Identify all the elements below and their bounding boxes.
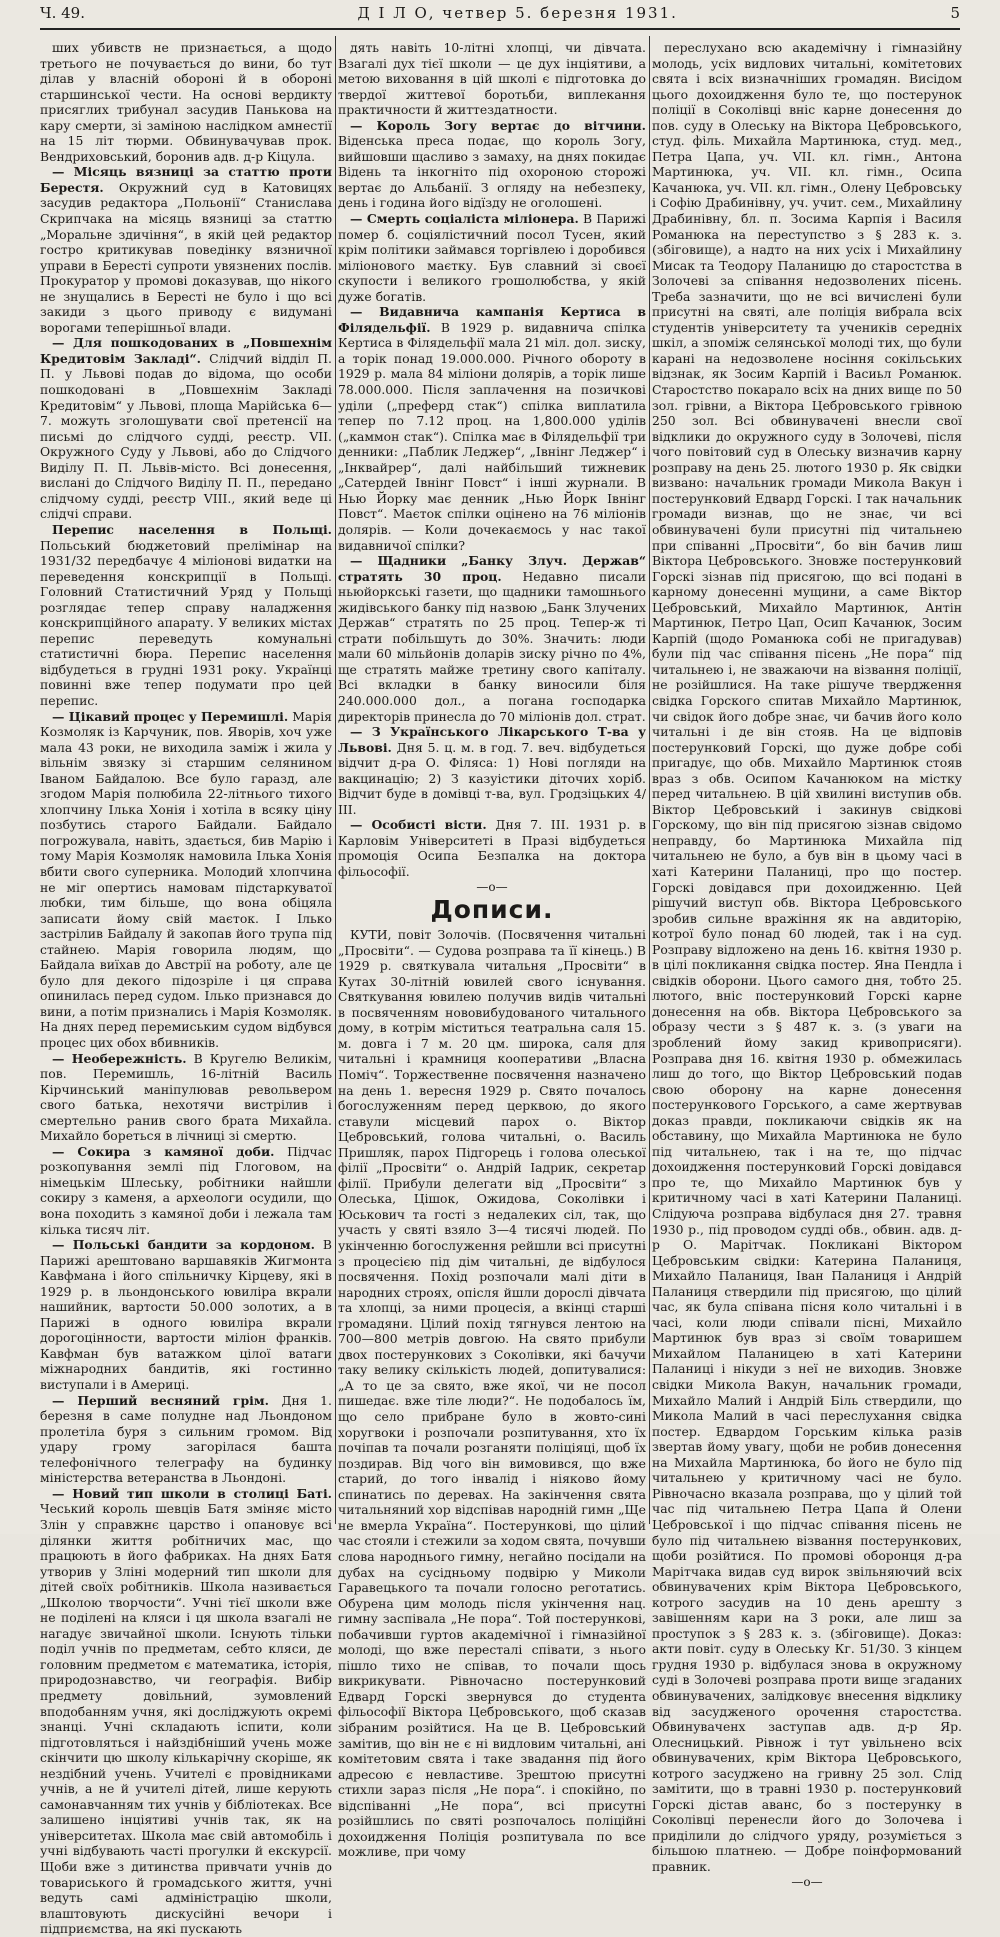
- article-paragraph: Перепис населення в Польщі. Польський бюджетовий прелімінар на 1931/32 передбачує 4 міліонові видатки на переведення конскрипції в Польщі. Головний Статистичний Уряд у Польщі розглядає тепер справу наладження конскрипційного апарату. У великих містах перепис переведуть комунальні статистичні бюра. Перепис населення відбудеться в грудні 1931 року. Українці повинні вже тепер подумати про цей перепис.: [40, 521, 332, 708]
- article-paragraph: — Смерть соціаліста міліонера. В Парижі помер б. соціялістичний посол Тусен, який крім політики займався торгівлею і доробився міліонового маєтку. Був славний зі своєї скупости і великого грошолюбства, у якій дуже богатів.: [338, 211, 646, 304]
- article-paragraph: ших убивств не признається, а щодо третього не почувається до вини, бо тут ділав у власній обороні й в обороні старшинської чести. На основі вердикту присяглих трибунал засудив Панькова на кару смерти, зі заміною наслідком амнестії на 15 літ тюрми. Обвинувачував прок. Вендриховський, боронив адв. д-р Кіцула.: [40, 40, 332, 164]
- column-divider-1: [335, 36, 336, 1524]
- article-paragraph: — Сокира з камяної доби. Підчас розкопування землі під Глоговом, на німецькім Шлеську, робітники найшли сокиру з каменя, а археологи осудили, що вона походить з камяної доби і лежала там кілька тисяч літ.: [40, 1143, 332, 1237]
- separator: —о—: [476, 879, 508, 894]
- article-paragraph: — Місяць вязниці за статтю проти Берестя. Окружний суд в Катовицях засудив редактора „Польонії“ Станислава Скрипчака на місяць вязниці за статтю „Моральне здичіння“, в якій цей редактор гостро критикував поведінку вязничної управи в Берестi супроти увязнених послів. Прокуратор у промові доказував, що нікого не знущались в Берестi не було і що всі закиди з цього приводу є видумані ворогами теперішньої влади.: [40, 164, 332, 335]
- article-paragraph: — Видавнича кампанія Кертиса в Філядельфії. В 1929 р. видавнича спілка Кертиса в Філядельфії мала 21 міл. дол. зиску, а торік понад 19.000.000. Річного обороту в 1929 р. мала 84 міліони долярів, а торік лише 78.000.000. Після заплачення на позичкові уділи („преферд стак“) спілка виплатила тепер по 7.12 проц. на 1,800.000 уділів („каммон стак“). Спілка має в Філядельфії три денники: „Паблик Леджер“, „Івнінг Леджер“ і „Інквайрер“, далі найбільший тижневик „Сатердей Івнінг Повст“ і інші журнали. В Нью Йорку має денник „Нью Йорк Івнінг Повст“. Маєток спілки оцінено на 76 міліонів долярів. — Коли дочекаємось у нас такої видавничої спілки?: [338, 304, 646, 553]
- page-section-number: Ч. 49.: [40, 4, 85, 22]
- page-number: 5: [950, 4, 960, 22]
- article-paragraph: дять навіть 10-літні хлопці, чи дівчата. Взагалі дух тієї школи — це дух інціятиви, а метою виховання в цій школі є підготовка до твердої життевої боротьби, виплекання практичности й життездатности.: [338, 40, 646, 118]
- column-2: [338, 40, 647, 1860]
- correspondence-continuation: переслухано всю академічну і гімназійну молодь, усіх видлових читальні, комітетових свята і всіх визначніших громадян. Висідом цього дохоидження було те, що постерунок поліції в Соколівці вніс карне донесення до пов. суду в Олеську на Віктора Цебровського, студ. філь. Михайла Мартинюка, студ. мед., Петра Цапа, уч. VII. кл. гімн., Антона Мартинюка, уч. VII. кл. гімн., Осипа Качанюка, уч. VII. кл. гімн., Олену Цебровську і Софію Драбинівну, уч. учит. сем., Михайлину Драбинівну, бл. п. Зосима Карпія і Василя Романюка на переступство з § 283 к. з. (збіговище), а надто на них усіх і Михайлину Мисак та Теодору Паланицю до старостства в Золочеві за співання недозволених пісень. Треба зазначити, що не всі вичислені були присутні на святі, але поліція вибрала всіх студентів університету та учеників середніх шкіл, а зпоміж селянської молоді тих, що були карані на недозволене носіння сокільських відзнак, як Зосим Карпій і Васиьл Романюк. Старостство покарало всіх на дних вище по 50 зол. грівни, а Віктора Цебровського грівною 250 зол. Всі обвинувачені внесли свої відклики до окружного суду в Золочеві, після чого повітовий суд в Олеську визначив карну розправу на день 25. лютого 1930 р. Як свідки визвано: начальник громади Микола Вакун і постерунковий Едвард Горскі. І так начальник громади визнав, що не знає, чи всі обвинувачені були присутні під читальнею при співанні „Просвіти“, бо він бачив лиш Віктора Цебровського. Зновже постерунковий Горскі зізнав під присягою, що всі подані в карному донесенні мущини, а саме Віктор Цебровський, Михайло Мартинюк, Антін Мартинюк, Петро Цап, Осип Качанюк, Зосим Карпій (щодо Романюка собі не пригадував) були під час співання пісень „Не пора“ під читальнею і, не зважаючи на візвання поліції, не розійшлися. На таке рішуче твердження свідка Горского спитав Михайло Мартинюк, чи свідок його добре знає, чи бачив його коло читальні і де він стояв. На це відповів постерунковий Горскі, що дуже добре собі пригадує, що обв. Михайло Мартинюк стояв враз з обв. Осипом Качанюком на містку перед читальнею. В цій хвилині виступив обв. Віктор Цебровський і закинув свідкові Горскому, що він під присягою зізнав свідомо неправду, бо Мартинюка Михайла під читальнею не було, а був він в цьому часі в хаті Катерини Паланиці, про що постер. Горскі довідався при дохоидженню. Цей рішучий виступ обв. Віктора Цебровського зробив сильне вражіння як на авдиторію, котрої було понад 60 людей, так і на суд. Розправу відложено на день 16. квітня 1930 р. в цілі покликання свідка постер. Яна Пендла і свідків оборони. Цього самого дня, тобто 25. лютого, вніс постерунковий Горскі карне донесення на обв. Віктора Цебровського за образу чести з § 487 к. з. (з уваги на зроблений йому закид кривоприсяги). Розправа дня 16. квітня 1930 р. обмежилась лиш до того, що Віктор Цебровський подав свою оборону на карне донесення постерункового Горського, а саме жертвував доказ правди, покликаючи свідків як на обставину, що Михайла Мартинюка не було під читальнею, так і на те, що підчас дохоидження постерунковий Горскі довідався про те, що Михайло Мартинюк був у критичному часі в хаті Катерини Паланиці. Слідуюча розправа відбулася дня 27. травня 1930 р., під проводом судді обв., обвин. адв. д-р О. Марітчак. Покликані Віктором Цебровським свідки: Катерина Паланиця, Михайло Паланиця, Іван Паланиця і Андрій Паланиця ствердили під присягою, що цілий час, як була співана пісня коло читальні і в часі, коли люди співали пісні, Михайло Мартинюк був враз зі своїм товаришем Михайлом Паланицею в хаті Катерини Паланиці і нікуди з неї не виходив. Зновже свідки Микола Вакун, начальник громади, Михайло Малий і Андрій Біль ствердили, що Микола Малий в часі переслухання свідка постер. Едвардом Горським кілька разів звертав йому увагу, щоби не робив донесення на Михайла Мартинюка, бо його не було під читальнею у критичному часі не було. Рівночасно вказала розправа, що у цілий той час під читальнею Петра Цапа й Олени Цебровської і що підчас співання пісень не було під читальнею візвання постерункових, щоби розійтися. По промові оборонця д-ра Марітчака видав суд вирок звільняючий всіх обвинувачених крім Віктора Цебровського, котрого засудив на 10 день арешту з завішенням кари на 3 роки, але лиш за проступок з § 283 к. з. (збіговище). Доказ: акти повіт. суду в Олеську Кг. 51/30. З кінцем грудня 1930 р. відбулася знова в окружному суді в Золочеві розправа проти вище згаданих обвинувачених, залідковує внесення відклику від засудженого орочення старостства. Обвинуваченх заступав адв. д-р Яр. Олесницький. Рівнож і тут увільнено всіх обвинувачених, крім Віктора Цебровського, котрого засуджено на гривну 25 зол. Слід замітити, що в травні 1930 р. постерунковий Горскі дістав аванс, бо з постерунку в Соколівці перенесли його до Золочева і приділили до слідчого уряду, розуміється з більшою платнею. — Добре поінформований правник.: [652, 40, 962, 1874]
- article-paragraph: — Перший весняний грім. Дня 1. березня в саме полудне над Льондоном пролетіла буря з сильним громом. Від удару грому загорілася башта телефонічного телеграфу на будинку міністерства ветеранства в Льондоні.: [40, 1392, 332, 1486]
- article-paragraph: — Польські бандити за кордоном. В Парижі арештовано варшавяків Жигмонта Кавфмана і його спільничку Кірцеву, які в 1929 р. в льондонського ювиліра вкрали нашийник, вартости 50.000 золотих, а в Парижі в одного ювиліра вкрали дорогоцінности, вартости міліон франків. Кавфман був ватажком цілої ватаги міжнародних бандитів, які гостинно виступали і в Америці.: [40, 1237, 332, 1393]
- article-paragraph: — Для пошкодованих в „Повшехнім Кредитовім Закладі“. Слідчий відділ П. П. у Львові подав до відома, що особи пошкодовані в „Повшехнім Закладі Кредитовім“ у Львові, площа Марійська 6—7. можуть зголошувати свої претенсії на письмі до слідчого судді, реєстр. VII. Окружного Суду у Львові, або до Слідчого Виділу П. П. Львів-місто. Всі донесення, вислані до Слідчого Виділу П. П., передано слідчому судді, реєстр VIII., який веде ці слідчі справи.: [40, 335, 332, 522]
- article-paragraph: — Цікавий процес у Перемишлі. Марія Козмоляк із Карчуник, пов. Яворів, хоч уже мала 43 роки, не виходила заміж і жила у вільнім звязку зі старшим селянином Іваном Байдалою. Все було гаразд, але згодом Марія полюбила 22-літнього тихого хлопчину Ілька Хонія і хотіла в всяку ціну позбутись старого Байдали. Байдало погрожувала, навіть, здається, бив Марію і тому Марія Козмоляк намовила Ілька Хонія вбити свого суперника. Молодий хлопчина не міг опертись намовам підстаркуватої любки, тим більше, що вона обіцяла записати йому свій маєток. І Ілько застрілив Байдалу й закопав його трупа під стайнею. Марія говорила людям, що Байдала виїхав до Австрії на роботу, але це було для декого підозріле і ця справа опинилась перед судом. Ілько признався до вини, а потім признались і Марія Козмоляк. На днях перед перемиським судом відбувся процес цих обох вбивників.: [40, 708, 332, 1050]
- separator: —о—: [791, 1874, 823, 1889]
- newspaper-masthead-line: Д І Л О, четвер 5. березня 1931.: [357, 4, 678, 22]
- article-paragraph: — Необережність. В Кругелю Великім, пов. Перемишль, 16-літній Василь Кірчинський маніпулював револьвером свого батька, нехотячи вистрілив і смертельно ранив свого брата Михайла. Михайло бореться в лічниці зі смертю.: [40, 1050, 332, 1144]
- article-paragraph: — Король Зогу вертає до вітчини. Віденська преса подає, що король Зогу, вийшовши щасливо з замаху, на днях покидає Відень та інкогніто під охороною сторожі вертає до Альбанії. З огляду на небезпеку, день і година його відїзду не оголошені.: [338, 117, 646, 211]
- page-header: [40, 4, 960, 26]
- article-paragraph: — З Українського Лікарського Т-ва у Львові. Дня 5. ц. м. в год. 7. веч. відбудеться відчит д-ра О. Філяса: 1) Нові погляди на вакцинацію; 2) З казуістики діточих хоріб. Відчит буде в домівці т-ва, вул. Гродзіцьких 4/ІІІ.: [338, 724, 646, 817]
- column-divider-2: [649, 36, 650, 1524]
- header-rule: [40, 28, 960, 30]
- correspondence-paragraph: КУТИ, повіт Золочів. (Посвячення читальні „Просвіти“. — Судова розправа та її кінець.) В 1929 р. святкувала читальня „Просвіти“ в Кутах 30-літній ювилей свого існування. Святкування ювилею получив видів читальні в посвяченням нововибудованого читального дому, в котрім міститься театральна саля 15. м. довга і 7 м. 20 цм. широка, саля для читальні і крамниця кооперативи „Власна Поміч“. Торжественне посвячення назначено на день 1. вересня 1929 р. Свято почалось богослуженням перед церквою, до якого ставули місцевий парох о. Віктор Цебровський, голова читальні, о. Василь Пришляк, парох Підгорець і голова олеської філії „Просвіти“ о. Андрій Іадрик, секретар філії. Прибули делегати від „Просвіти“ з Олеська, Цішок, Ожидова, Соколівки і Юськович та гості з недалеких сіл, так, що участь у святі взяло 3—4 тисячі людей. По укінченню богослуження рейшли всі присутні з процесією під дім читальні, де відбулося посвячення. Похід розпочали малі діти в народних строях, опісля йшли дорослі дівчата та хлопці, за ними процесія, а вкінці старші громадяни. Цілий похід тягнувся лентою на 700—800 метрів довгою. На свято прибули двох постерункових з Соколівки, які бачучи таку велику скількість людей, допитувалися: „А то це за свято, вже якої, чи не посол пишедає. вже тіле люди?“. Не подобалось їм, що село прибране було в жовто-сині хоругвоки і розпочали розпитування, хто їх почіпав та почали розганяти поліціяці, щоб їх поздирав. Від чого він вимовився, що вже старий, до того інвалід і ніяково йому спинатись по деревах. На закінчення свята читальняний хор відспівав народній гимн „Ще не вмерла Україна“. Постерункові, що цілий час стояли і стежили за ходом свята, почувши слова народнього гимну, негайно посідали на дубах на сусідньому подвірю у Миколи Гаравецького та почали голосно реготатись. Обурена цим молодь після укінчення нац. гимну заспівала „Не пора“. Той постерункові, побачивши гуртов академічної і гімназійної молоді, що вже пересталі співати, з нього пішло тихо не співав, то почали щось викрикувати. Рівночасно постерунковий Едвард Горскі звернувся до студента фільософії Віктора Цебровського, щоб сказав зібраним розійтися. На це В. Цебровський замітив, що він не є ні видловим читальні, ані комітетовим свята і таке звадання під його адресою є невластиве. Зрештою присутні стихли зараз після „Не пора“. і спокійно, по відспіванні „Не пора“, всі присутні розійшлись по святі розпочалось поліційні дохоидження Поліція розпитувала по все можливе, при чому: [338, 927, 646, 1860]
- article-paragraph: — Особисті вісти. Дня 7. ІІІ. 1931 р. в Карловім Університеті в Празі відбудеться промоція Осипа Безпалка на доктора фільософії.: [338, 817, 647, 879]
- article-paragraph: — Щадники „Банку Злуч. Держав“ стратять 30 проц. Недавно писали ньюйоркські газети, що щадники тамошнього жидівського банку під назвою „Банк Злучених Держав“ стратять по 25 проц. Тепер-ж ті страти побільшуть до 30%. Значить: люди мали 60 мільйонів доларів зиску річно по 4%, ще стратять майже третину свого капіталу. Всі вкладки в банку виносили біля 240.000.000 дол., а погана господарка директорів принесла до 70 міліонів дол. страт.: [338, 553, 646, 724]
- column-1: [40, 40, 332, 1937]
- article-paragraph: — Новий тип школи в столиці Баті. Чеський король шевців Батя зміняє місто Злін у справжнє царство і опановує всі ділянки життя робітничих мас, що працюють в його фабриках. На днях Батя утворив у Зліні модерний тип школи для дітей своїх робітників. Школа називається „Школою творчости“. Учні тієї школи вже не поділені на кляси і ця школа взагалі не нагадує звичайної школи. Існують тільки поділ учнів по предметам, себто кляси, де головним предметом є математика, історія, природознавство, чи географія. Вибір предмету довільний, зумовлений вподобанням учня, які досліджують окремі знанці. Учні складають іспити, коли підготовляться і найздібніший учень може скінчити цю школу кількарічну скоріше, як нездібний учень. Учителі є провідниками учнів, а не й учителі дітей, лише керують самонавчанням тих учнів у бібліотеках. Все залишено інціятиві учнів так, як на університетах. Школа має свій автомобіль і учні відбувають часті прогулки й екскурсії. Щоби вже з дитинства привчати учнів до товариського й громадського життя, учні ведуть самі адміністрацію школи, влаштовують дискусійні вечори і підприємства, на які пускають: [40, 1485, 332, 1937]
- section-title: Дописи.: [430, 894, 554, 924]
- column-3: [652, 40, 962, 1889]
